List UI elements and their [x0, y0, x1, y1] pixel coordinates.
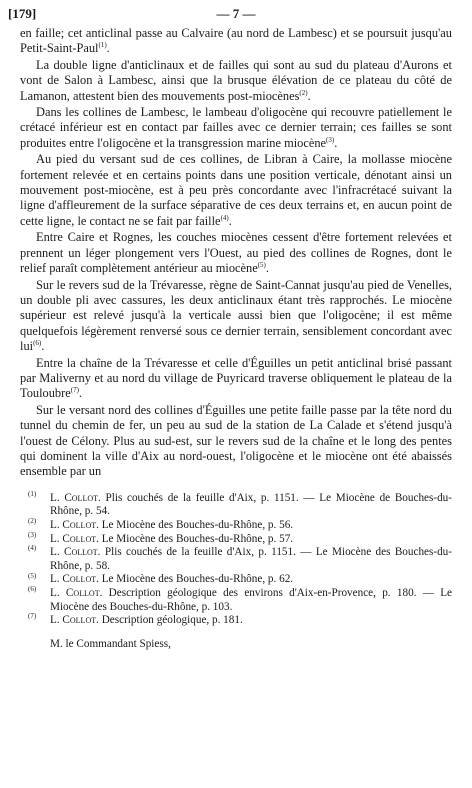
body-text	[20, 26, 452, 480]
footnotes	[20, 492, 452, 628]
paragraph: Sur le versant nord des collines d'Éguilles une petite faille passe par la tête nord du tunnel du chemin de fer, un peu au sud de la station de La Calade et s'étend jusqu'à l'ouest de Célony. Plus au sud-est, sur le revers sud de la chaîne et le long des pentes qui dominent la ville d'Aix au nord-ouest, l'oligocène et le miocène ont été abaissés ensemble par un	[20, 402, 452, 479]
footnote: (6) L. Collot. Description géologique des environs d'Aix-en-Provence, p. 180. — Le Miocène des Bouches-du-Rhône, p. 103.	[28, 585, 452, 613]
paragraph: Entre la chaîne de la Trévaresse et celle d'Éguilles un petit anticlinal brisé passant par Maliverny et au nord du village de Puyricard traverse obliquement le plateau de la Touloubre$^{(7)}$.	[20, 355, 452, 401]
paragraph: Sur le revers sud de la Trévaresse, règne de Saint-Cannat jusqu'au pied de Venelles, un double pli avec cassures, les deux anticlinaux étant très rapprochés. Le miocène supérieur est relevé jusqu'à la verticale aussi bien que l'oligocène; il est même quelquefois légèrement renversé sous ce dernier terrain, sensiblement concordant avec lui$^{(6)}$.	[20, 277, 452, 354]
page-reference: [179]	[8, 6, 37, 21]
paragraph: Dans les collines de Lambesc, le lambeau d'oligocène qui recouvre patiellement le crétacé inférieur est en contact par failles avec ce dernier terrain; ces failles se sont produites entre l'oligocène et la transgression marine miocène$^{(3)}$.	[20, 105, 452, 150]
page-header	[8, 6, 452, 24]
paragraph: La double ligne d'anticlinaux et de failles qui sont au sud du plateau d'Aurons et vont de Salon à Lambesc, ainsi que la brusque élévation de ce plateau du côté de Lamanon, attestent bien des mouvements post-miocènes$^{(2)}$.	[20, 57, 452, 103]
footnote: (7) L. Collot. Description géologique, p. 181.	[28, 612, 243, 627]
footnote: (5) L. Collot. Le Miocène des Bouches-du-Rhône, p. 62.	[28, 571, 294, 586]
closing-line: M. le Commandant Spiess,	[50, 637, 171, 650]
paragraph: Entre Caire et Rognes, les couches miocènes cessent d'être fortement relevées et prennent un léger plongement vers l'Ouest, au pied des collines de Rognes, dont le relief paraît complètement antérieur au miocène$^{(5)}$.	[20, 230, 452, 276]
paragraph: en faille; cet anticlinal passe au Calvaire (au nord de Lambesc) et se poursuit jusqu'au Petit-Saint-Paul$^{(1)}$.	[20, 26, 452, 56]
footnote: (2) L. Collot. Le Miocène des Bouches-du-Rhône, p. 56.	[28, 517, 294, 531]
paragraph: Au pied du versant sud de ces collines, de Libran à Caire, la mollasse miocène fortement relevée et en certains points dans une position verticale, dénotant ainsi un mouvement post-miocène, est à peu près concordante avec l'infracrétacé suivant la ligne d'affleurement de la surface séparative de ces deux terrains et, en aucun point de cette ligne, le contact ne se fait par faille$^{(4)}$.	[20, 152, 452, 228]
document-page	[8, 6, 453, 650]
footnote: (1) L. Collot. Plis couchés de la feuille d'Aix, p. 1151. — Le Miocène de Bouches-du-Rhône, p. 54.	[28, 490, 452, 518]
footnote: (4) L. Collot. Plis couchés de la feuille d'Aix, p. 1151. — Le Miocène des Bouches-du-Rhône, p. 58.	[28, 544, 453, 572]
folio-number: — 7 —	[216, 6, 256, 21]
footnote: (3) L. Collot. Le Miocène des Bouches-du-Rhône, p. 57.	[28, 530, 294, 545]
